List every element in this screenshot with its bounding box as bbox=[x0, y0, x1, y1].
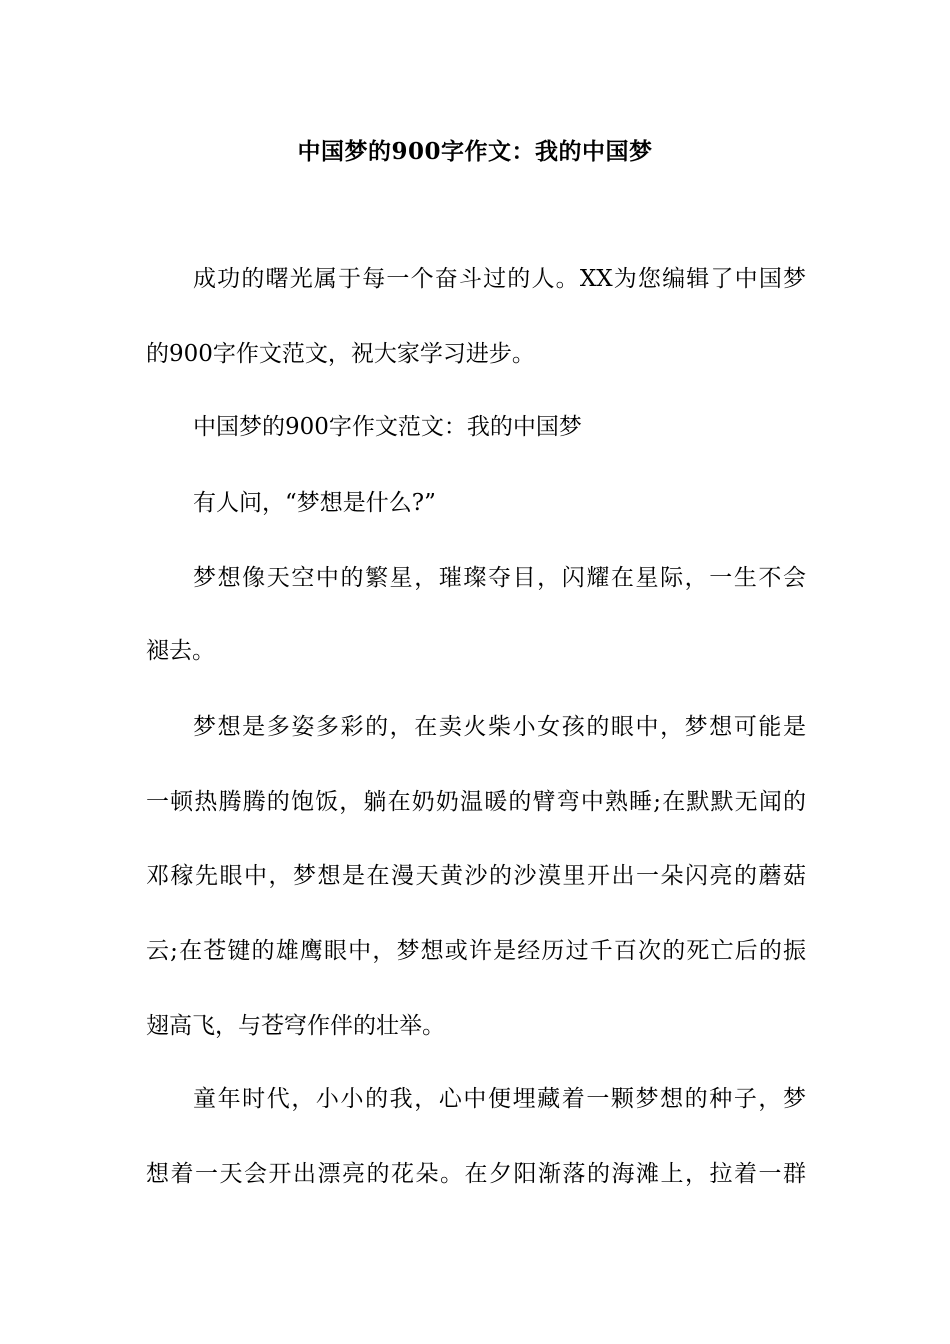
paragraph-line: 中国梦的900字作文范文：我的中国梦 bbox=[193, 414, 582, 440]
paragraph-line: 梦想是多姿多彩的，在卖火柴小女孩的眼中，梦想可能是 bbox=[193, 714, 806, 740]
paragraph-line: 想着一天会开出漂亮的花朵。在夕阳渐落的海滩上，拉着一群 bbox=[146, 1161, 806, 1187]
paragraph-line: 成功的曙光属于每一个奋斗过的人。XX为您编辑了中国梦 bbox=[193, 266, 806, 292]
paragraph-line: 一顿热腾腾的饱饭，躺在奶奶温暖的臂弯中熟睡;在默默无闻的 bbox=[146, 789, 806, 815]
paragraph-line: 邓稼先眼中，梦想是在漫天黄沙的沙漠里开出一朵闪亮的蘑菇 bbox=[146, 863, 806, 889]
paragraph-line: 褪去。 bbox=[146, 638, 215, 664]
paragraph-line: 有人问，“梦想是什么?” bbox=[193, 490, 436, 516]
paragraph-line: 童年时代，小小的我，心中便埋藏着一颗梦想的种子，梦 bbox=[193, 1086, 806, 1112]
paragraph-line: 的900字作文范文，祝大家学习进步。 bbox=[146, 341, 535, 367]
document-title: 中国梦的900字作文：我的中国梦 bbox=[297, 138, 653, 165]
paragraph-line: 翅高飞，与苍穹作伴的壮举。 bbox=[146, 1013, 445, 1039]
paragraph-line: 云;在苍键的雄鹰眼中，梦想或许是经历过千百次的死亡后的振 bbox=[146, 938, 806, 964]
paragraph-line: 梦想像天空中的繁星，璀璨夺目，闪耀在星际，一生不会 bbox=[193, 565, 806, 591]
